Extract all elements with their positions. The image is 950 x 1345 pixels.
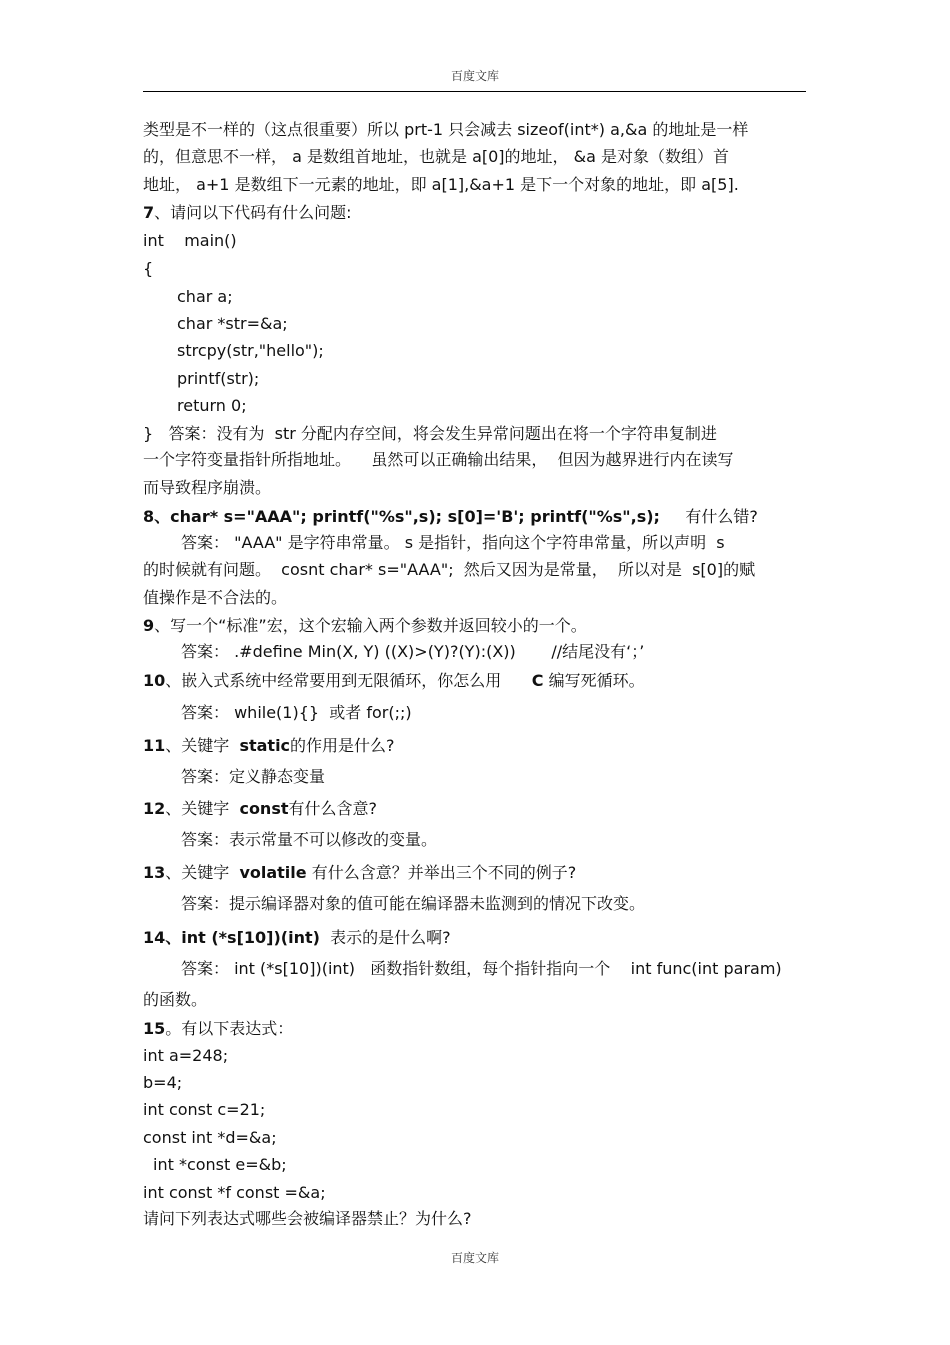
question-12 <box>143 799 377 819</box>
question-number: 11 <box>143 736 166 755</box>
answer-11: 答案：定义静态变量 <box>181 767 326 786</box>
question-8 <box>143 507 758 527</box>
code-line-5: strcpy(str,"hello"); <box>177 341 324 360</box>
page-footer-title: 百度文库 <box>450 1251 499 1265</box>
code-line-4: char *str=&a; <box>177 314 288 333</box>
answer-10: 答案： while(1){} 或者 for(;;) <box>181 703 412 722</box>
code-line-3: char a; <box>177 287 233 306</box>
expression-line-4: const int *d=&a; <box>143 1128 277 1147</box>
question-15-ask: 请问下列表达式哪些会被编译器禁止？为什么? <box>143 1209 472 1228</box>
answer-8-line-2: 的时候就有问题。 cosnt char* s="AAA"; 然后又因为是常量， 所以对是 s[0]的赋 <box>143 560 756 579</box>
expression-line-1: int a=248; <box>143 1046 229 1065</box>
expression-line-2: b=4; <box>143 1073 183 1092</box>
question-15 <box>143 1019 293 1039</box>
question-text: 、写一个“标准”宏，这个宏输入两个参数并返回较小的一个。 <box>154 616 587 635</box>
question-keyword: static <box>239 736 291 755</box>
question-text: 、关键字 <box>165 799 240 818</box>
code-line-6: printf(str); <box>177 369 260 388</box>
question-13 <box>143 863 576 883</box>
answer-12: 答案：表示常量不可以修改的变量。 <box>181 830 438 849</box>
question-number: 12 <box>143 799 166 818</box>
question-text: 有什么错? <box>659 507 758 526</box>
paragraph-line-3: 地址， a+1 是数组下一元素的地址，即 a[1],&a+1 是下一个对象的地址，即 a[5]. <box>143 175 739 194</box>
question-text-tail: 表示的是什么啊? <box>319 928 451 947</box>
question-number: 9 <box>143 616 155 635</box>
answer-8-line-1: 答案： "AAA" 是字符串常量。 s 是指针，指向这个字符串常量，所以声明 s <box>181 533 725 552</box>
question-9 <box>143 616 587 636</box>
expression-line-5: int *const e=&b; <box>153 1155 287 1174</box>
paragraph-line-2: 的，但意思不一样， a 是数组首地址，也就是 a[0]的地址， &a 是对象（数组）首 <box>143 147 729 166</box>
code-line-2: { <box>143 259 154 278</box>
question-text: 、嵌入式系统中经常要用到无限循环，你怎么用 <box>165 671 532 690</box>
question-text-tail: 有什么含意? <box>288 799 377 818</box>
code-line-1: int main() <box>143 231 237 250</box>
question-text-tail: 有什么含意？并举出三个不同的例子? <box>306 863 577 882</box>
answer-14-line-2: 的函数。 <box>143 990 208 1009</box>
question-text-tail: 的作用是什么? <box>290 736 395 755</box>
answer-7-line-1: } 答案：没有为 str 分配内存空间，将会发生异常问题出在将一个字符串复制进 <box>143 424 717 443</box>
expression-line-6: int const *f const =&a; <box>143 1183 326 1202</box>
question-number: 10 <box>143 671 166 690</box>
question-number: 7 <box>143 203 155 222</box>
question-text: 、请问以下代码有什么问题: <box>154 203 352 222</box>
question-text: 、关键字 <box>165 863 240 882</box>
answer-9: 答案： .#define Min(X, Y) ((X)>(Y)?(Y):(X)) //结尾没有‘；’ <box>181 642 645 661</box>
code-line-7: return 0; <box>177 396 247 415</box>
header-divider <box>143 91 806 92</box>
answer-13: 答案：提示编译器对象的值可能在编译器未监测到的情况下改变。 <box>181 894 646 913</box>
answer-8-line-3: 值操作是不合法的。 <box>143 588 288 607</box>
answer-7-line-2: 一个字符变量指针所指地址。 虽然可以正确输出结果， 但因为越界进行内在读写 <box>143 450 734 469</box>
paragraph-line-1: 类型是不一样的（这点很重要）所以 prt-1 只会减去 sizeof(int*) a,&a 的地址是一样 <box>143 120 749 139</box>
expression-line-3: int const c=21; <box>143 1100 266 1119</box>
question-11 <box>143 736 395 756</box>
question-keyword: const <box>239 799 289 818</box>
question-10 <box>143 671 645 691</box>
question-number: 14 <box>143 928 166 947</box>
question-number: 13 <box>143 863 166 882</box>
question-text-tail: 编写死循环。 <box>543 671 645 690</box>
question-14 <box>143 928 451 948</box>
question-number: 15 <box>143 1019 166 1038</box>
question-7 <box>143 203 352 223</box>
question-text: 。有以下表达式： <box>165 1019 294 1038</box>
question-number: 8 <box>143 507 155 526</box>
question-keyword: C <box>531 671 544 690</box>
page-header-title: 百度文库 <box>450 69 499 83</box>
question-text: 、关键字 <box>165 736 240 755</box>
question-code: 、int (*s[10])(int) <box>165 928 320 947</box>
question-code: 、char* s="AAA"; printf("%s",s); s[0]='B'; printf("%s",s); <box>154 507 660 526</box>
answer-7-line-3: 而导致程序崩溃。 <box>143 478 272 497</box>
question-keyword: volatile <box>239 863 307 882</box>
answer-14-line-1: 答案： int (*s[10])(int) 函数指针数组，每个指针指向一个 int func(int param) <box>181 959 782 978</box>
